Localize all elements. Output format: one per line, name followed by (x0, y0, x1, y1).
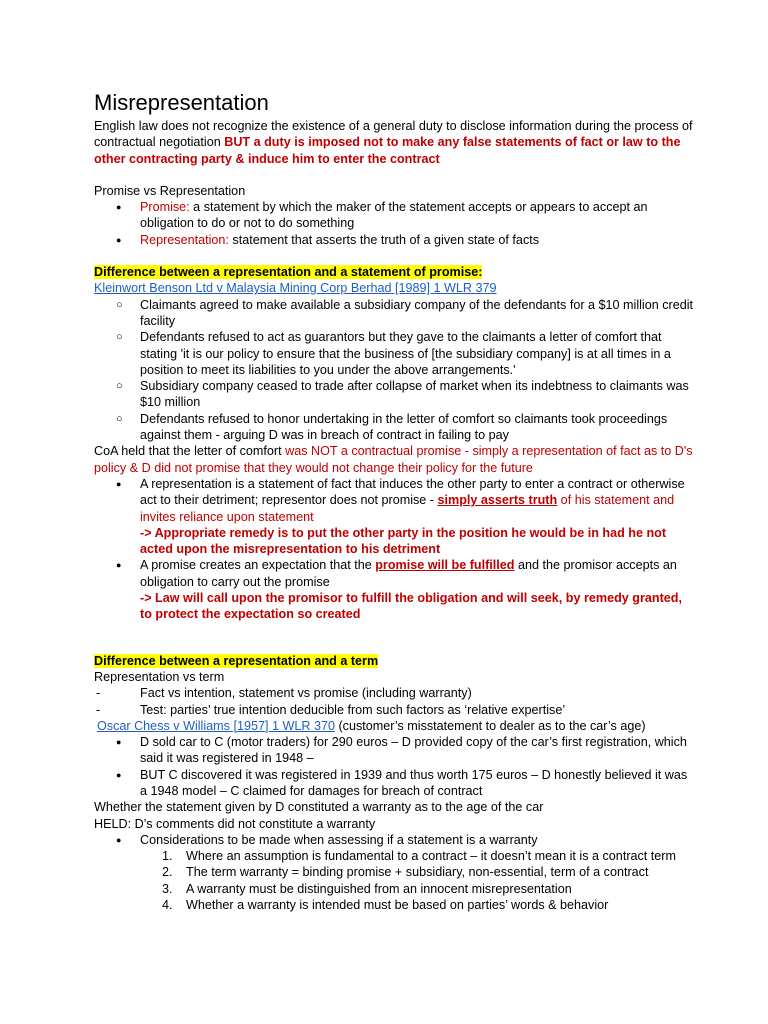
promise-vs-rep-heading: Promise vs Representation (94, 183, 246, 198)
fact-text: Defendants refused to honor undertaking in the letter of comfort so claimants took proceedings against them - arguing D was in breach of contract in failing to pay (140, 411, 668, 443)
list-text: The term warranty = binding promise + subsidiary, non-essential, term of a contract (186, 865, 649, 880)
bullet-icon: ● (116, 769, 122, 780)
list-item (94, 411, 694, 444)
bullet-icon: ● (116, 202, 122, 213)
list-item (94, 734, 694, 767)
principle-text: A representation is a statement of fact that induces the other party to enter a contract or otherwise act to their detriment; representor does not promise - (140, 476, 685, 508)
held-line: HELD: D’s comments did not constitute a warranty (94, 816, 376, 831)
hollow-bullet-icon: ○ (116, 331, 123, 344)
section-heading-promise (94, 264, 694, 280)
case-facts-list (94, 734, 694, 799)
holding-text: CoA held that the letter of comfort (94, 444, 286, 459)
bullet-icon: ● (116, 478, 122, 489)
list-item (94, 702, 694, 718)
highlighted-heading: Difference between a representation and a statement of promise: (94, 265, 483, 280)
dash-text: Fact vs intention, statement vs promise (including warranty) (140, 686, 472, 701)
list-item (94, 232, 694, 248)
numbered-list (94, 848, 694, 913)
list-item (94, 897, 694, 913)
remedy-text: -> Appropriate remedy is to put the other party in the position he would be in had he not acted upon the misrepresentation to his detriment (140, 525, 667, 557)
intro-emphasis: BUT a duty is imposed not to make any false statements of fact or law to the other contracting party & induce him to enter the contract (94, 135, 681, 166)
fact-text: Subsidiary company ceased to trade after collapse of market when its indebtness to claimants was $10 million (140, 379, 689, 410)
list-number: 1. (162, 849, 173, 864)
underlined-phrase: promise will be fulfilled (375, 558, 515, 573)
case-citation-line (97, 718, 694, 734)
list-item (94, 767, 694, 800)
principle-text: A promise creates an expectation that the (140, 558, 376, 573)
case-citation-line (94, 280, 694, 296)
fact-text: Defendants refused to act as guarantors but they gave to the claimants a letter of comfort that stating 'it is our policy to ensure that the business of [the subsidiary company] is at all times in a position to meet its liabilities to you under the above arrangements.' (140, 330, 671, 377)
list-item (94, 329, 694, 378)
principle-text-end: of his statement and invites reliance upon statement (140, 493, 675, 524)
bullet-icon: ● (116, 834, 122, 845)
intro-text: English law does not recognize the existence of a general duty to disclose information during the process of contractual negotiation (94, 119, 693, 150)
list-item (94, 881, 694, 897)
section-heading-term (94, 653, 694, 669)
dash-marker: - (96, 702, 101, 717)
list-text: A warranty must be distinguished from an innocent misrepresentation (186, 881, 572, 896)
term-definition: statement that asserts the truth of a given state of facts (228, 232, 540, 247)
case-link-oscar-chess[interactable]: Oscar Chess v Williams [1957] 1 WLR 370 (97, 718, 335, 733)
document-page (94, 88, 694, 913)
list-number: 2. (162, 865, 173, 880)
holding-emphasis: was NOT a contractual promise - simply a representation of fact as to D's policy & D did not promise that they would not change their policy for the future (94, 444, 693, 475)
fact-text: D sold car to C (motor traders) for 290 euros – D provided copy of the car’s first registration, which said it was registered in 1948 – (140, 735, 687, 766)
underlined-phrase: simply asserts truth (437, 493, 558, 508)
bullet-icon: ● (116, 560, 122, 571)
intro-paragraph (94, 118, 694, 167)
list-item (94, 476, 694, 557)
list-item (94, 864, 694, 880)
promise-vs-rep-list (94, 199, 694, 248)
list-item (94, 297, 694, 330)
dash-list (94, 685, 694, 718)
bullet-icon: ● (116, 737, 122, 748)
list-text: Where an assumption is fundamental to a contract – it doesn’t mean it is a contract term (186, 849, 676, 864)
dash-marker: - (96, 686, 101, 701)
fact-text: Claimants agreed to make available a subsidiary company of the defendants for a $10 million credit facility (140, 297, 694, 328)
term-definition: a statement by which the maker of the statement accepts or appears to accept an obligation to do or not to do something (140, 200, 648, 231)
remedy-text: -> Law will call upon the promisor to fulfill the obligation and will seek, by remedy granted, to protect the expectation so created (140, 591, 682, 622)
fact-text: BUT C discovered it was registered in 1939 and thus worth 175 euros – D honestly believed it was a 1948 model – C claimed for damages for breach of contract (140, 767, 688, 798)
considerations-list (94, 832, 694, 848)
list-item (94, 557, 694, 622)
principles-list (94, 476, 694, 623)
list-item (94, 685, 694, 701)
holding-paragraph (94, 443, 694, 476)
list-item (94, 199, 694, 232)
hollow-bullet-icon: ○ (116, 298, 123, 311)
hollow-bullet-icon: ○ (116, 412, 123, 425)
issue-line: Whether the statement given by D constituted a warranty as to the age of the car (94, 800, 544, 815)
list-item (94, 848, 694, 864)
list-number: 4. (162, 898, 173, 913)
list-item (94, 378, 694, 411)
bullet-icon: ● (116, 234, 122, 245)
term-label: Representation: (140, 232, 229, 247)
highlighted-heading: Difference between a representation and a term (94, 653, 379, 668)
page-title: Misrepresentation (94, 90, 269, 115)
list-text: Whether a warranty is intended must be based on parties’ words & behavior (186, 898, 609, 913)
dash-text: Test: parties’ true intention deducible from such factors as ‘relative expertise’ (140, 702, 566, 717)
hollow-bullet-icon: ○ (116, 380, 123, 393)
case-note: (customer’s misstatement to dealer as to the car’s age) (334, 718, 646, 733)
list-number: 3. (162, 881, 173, 896)
principle-text-end: and the promisor accepts an obligation to carry out the promise (140, 558, 677, 589)
subheading-rep-vs-term: Representation vs term (94, 669, 225, 684)
case-facts-list (94, 297, 694, 444)
list-item (94, 832, 694, 848)
term-label: Promise: (140, 200, 190, 215)
case-link-kleinwort[interactable]: Kleinwort Benson Ltd v Malaysia Mining Corp Berhad [1989] 1 WLR 379 (94, 281, 497, 296)
considerations-text: Considerations to be made when assessing if a statement is a warranty (140, 832, 538, 847)
